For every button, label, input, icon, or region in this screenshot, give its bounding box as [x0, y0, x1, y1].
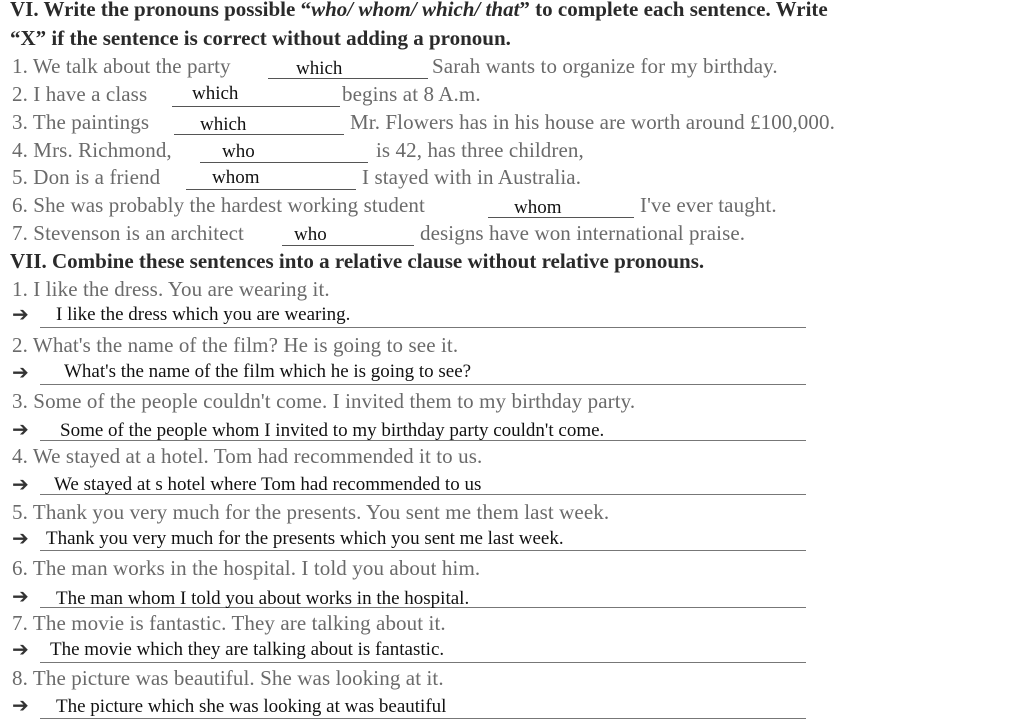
- combine-item-1-answer[interactable]: I like the dress which you are wearing.: [56, 304, 351, 325]
- combine-item-4-answer[interactable]: We stayed at s hotel where Tom had recommended to us: [54, 474, 482, 495]
- right-arrow-icon: ➔: [12, 693, 29, 717]
- combine-item-4-prompt: 4. We stayed at a hotel. Tom had recommended it to us.: [12, 444, 483, 468]
- combine-item-5-answer[interactable]: Thank you very much for the presents which you sent me last week.: [46, 528, 564, 549]
- combine-item-7-answer[interactable]: The movie which they are talking about is fantastic.: [50, 639, 445, 660]
- pronoun-options: who/ whom/ which/ that: [311, 0, 520, 21]
- fill-item-2-suffix: begins at 8 A.m.: [342, 82, 481, 106]
- fill-item-5-prefix: 5. Don is a friend: [12, 165, 161, 189]
- fill-item-2-blank: [172, 106, 340, 107]
- fill-item-1-prefix: 1. We talk about the party: [12, 54, 231, 78]
- fill-item-5-answer[interactable]: whom: [212, 167, 260, 188]
- section-6-heading-line-1: VI. Write the pronouns possible “who/ whom/ which/ that” to complete each sentence. Write: [10, 0, 828, 22]
- combine-item-5-prompt: 5. Thank you very much for the presents. You sent me them last week.: [12, 500, 610, 524]
- right-arrow-icon: ➔: [12, 302, 29, 326]
- fill-item-5-blank: [186, 189, 356, 190]
- combine-item-1-line: [40, 327, 806, 328]
- fill-item-1-suffix: Sarah wants to organize for my birthday.: [432, 54, 778, 78]
- right-arrow-icon: ➔: [12, 584, 29, 608]
- fill-item-6-prefix: 6. She was probably the hardest working student: [12, 193, 425, 217]
- fill-item-3-prefix: 3. The paintings: [12, 110, 150, 134]
- fill-item-4-prefix: 4. Mrs. Richmond,: [12, 138, 172, 162]
- combine-item-8-answer[interactable]: The picture which she was looking at was beautiful: [56, 696, 447, 717]
- fill-item-3-suffix: Mr. Flowers has in his house are worth around £100,000.: [350, 110, 835, 134]
- fill-item-2-prefix: 2. I have a class: [12, 82, 148, 106]
- section-6-heading-line-2: “X” if the sentence is correct without adding a pronoun.: [10, 26, 511, 50]
- combine-item-3-answer[interactable]: Some of the people whom I invited to my birthday party couldn't come.: [60, 420, 605, 441]
- right-arrow-icon: ➔: [12, 417, 29, 441]
- fill-item-7-prefix: 7. Stevenson is an architect: [12, 221, 244, 245]
- fill-item-4-suffix: is 42, has three children,: [376, 138, 584, 162]
- right-arrow-icon: ➔: [12, 526, 29, 550]
- fill-item-4-answer[interactable]: who: [222, 141, 255, 162]
- combine-item-8-prompt: 8. The picture was beautiful. She was looking at it.: [12, 666, 444, 690]
- fill-item-1-answer[interactable]: which: [296, 58, 343, 79]
- fill-item-3-answer[interactable]: which: [200, 114, 247, 135]
- combine-item-2-prompt: 2. What's the name of the film? He is going to see it.: [12, 333, 459, 357]
- combine-item-7-prompt: 7. The movie is fantastic. They are talking about it.: [12, 611, 446, 635]
- fill-item-7-answer[interactable]: who: [294, 224, 327, 245]
- fill-item-6-answer[interactable]: whom: [514, 197, 562, 218]
- combine-item-7-line: [40, 662, 806, 663]
- fill-item-2-answer[interactable]: which: [192, 83, 239, 104]
- fill-item-1-blank: [268, 78, 428, 79]
- combine-item-1-prompt: 1. I like the dress. You are wearing it.: [12, 277, 330, 301]
- section-7-heading: VII. Combine these sentences into a relative clause without relative pronouns.: [10, 249, 705, 273]
- combine-item-5-line: [40, 550, 806, 551]
- combine-item-6-answer[interactable]: The man whom I told you about works in the hospital.: [56, 588, 470, 609]
- right-arrow-icon: ➔: [12, 360, 29, 384]
- combine-item-2-line: [40, 384, 806, 385]
- fill-item-7-suffix: designs have won international praise.: [420, 221, 746, 245]
- fill-item-6-suffix: I've ever taught.: [640, 193, 777, 217]
- combine-item-2-answer[interactable]: What's the name of the film which he is going to see?: [64, 361, 472, 382]
- right-arrow-icon: ➔: [12, 637, 29, 661]
- combine-item-8-line: [40, 718, 806, 719]
- combine-item-3-prompt: 3. Some of the people couldn't come. I invited them to my birthday party.: [12, 389, 636, 413]
- right-arrow-icon: ➔: [12, 472, 29, 496]
- combine-item-6-prompt: 6. The man works in the hospital. I told you about him.: [12, 556, 481, 580]
- fill-item-5-suffix: I stayed with in Australia.: [362, 165, 582, 189]
